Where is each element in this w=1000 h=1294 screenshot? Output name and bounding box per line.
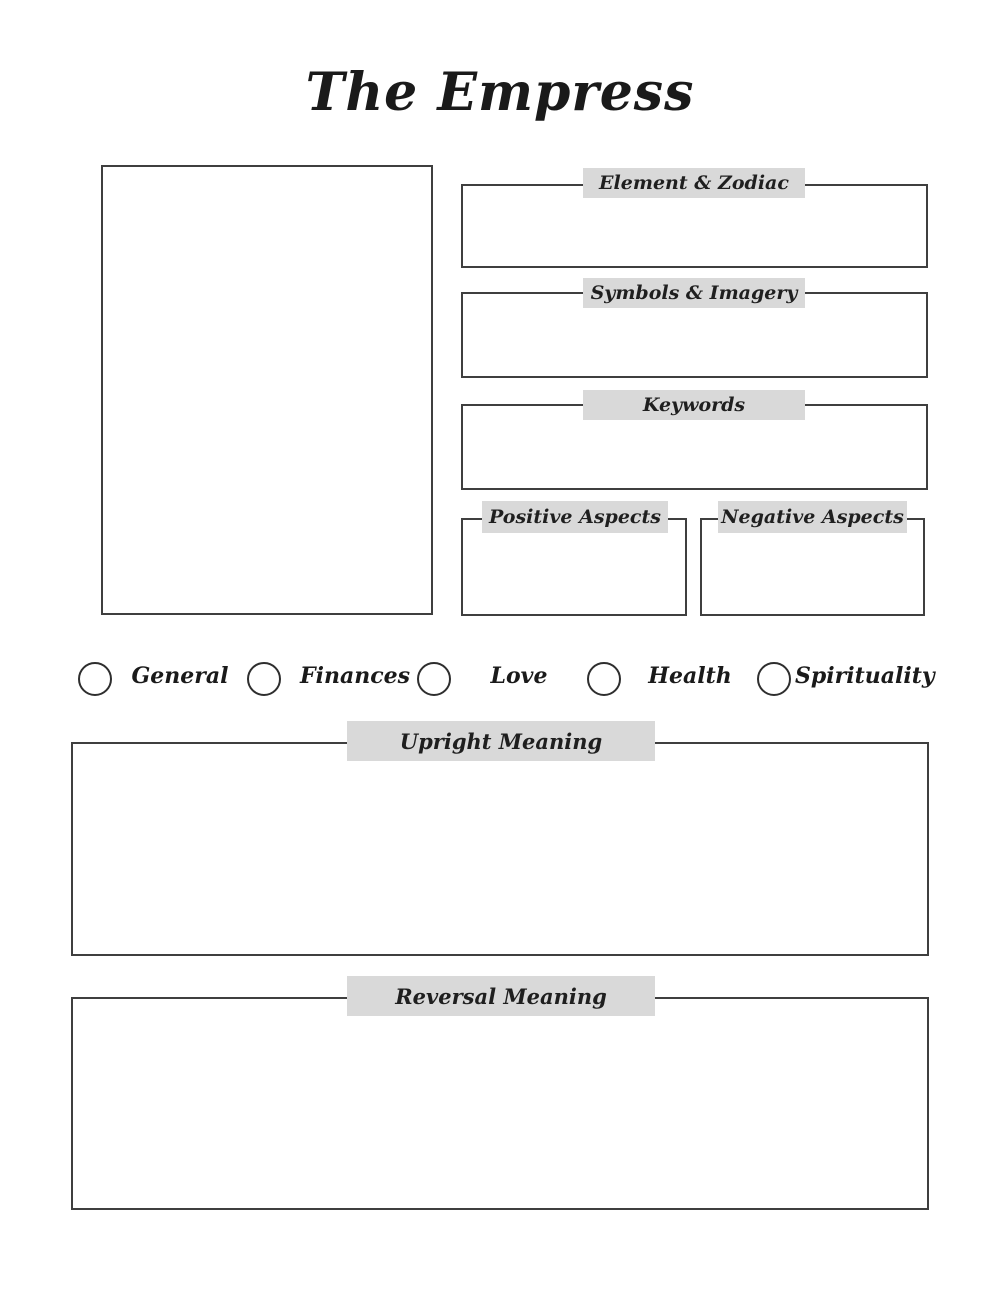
reversal-meaning-field[interactable] [71,997,929,1210]
reversal-meaning-label: Reversal Meaning [347,976,655,1016]
checkbox-spirituality[interactable] [757,662,791,696]
checkbox-spirituality-label: Spirituality [795,663,935,689]
checkbox-finances[interactable] [247,662,281,696]
checkbox-love[interactable] [417,662,451,696]
upright-meaning-field[interactable] [71,742,929,956]
element-zodiac-label: Element & Zodiac [583,168,805,198]
checkbox-general[interactable] [78,662,112,696]
checkbox-general-label: General [131,663,229,689]
checkbox-health-label: Health [648,663,732,689]
checkbox-health[interactable] [587,662,621,696]
upright-meaning-label: Upright Meaning [347,721,655,761]
symbols-imagery-label: Symbols & Imagery [583,278,805,308]
checkbox-finances-label: Finances [300,663,410,689]
negative-aspects-label: Negative Aspects [718,501,907,533]
positive-aspects-label: Positive Aspects [482,501,668,533]
checkbox-love-label: Love [490,663,548,689]
card-image-placeholder[interactable] [101,165,433,615]
keywords-label: Keywords [583,390,805,420]
page-title: The Empress [305,62,695,123]
